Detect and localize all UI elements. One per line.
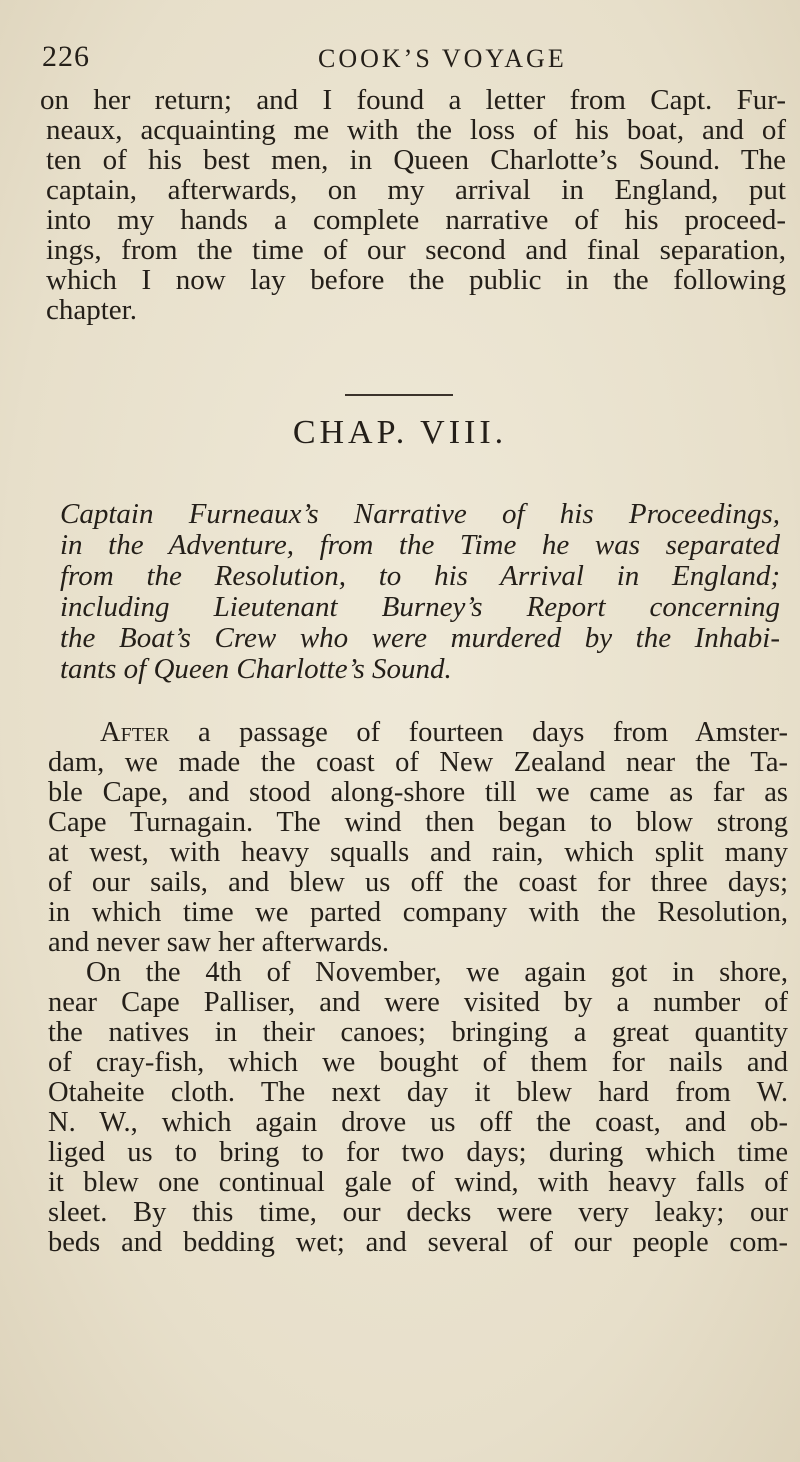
- text-line: captain, afterwards, on my arrival in England, put: [46, 174, 786, 206]
- summary-line: from the Resolution, to his Arrival in England;: [60, 560, 780, 592]
- text-line: chapter.: [46, 294, 137, 326]
- page-header: [42, 40, 762, 80]
- text-line: On the 4th of November, we again got in shore,: [86, 957, 788, 988]
- text-line: neaux, acquainting me with the loss of his boat, and of: [46, 114, 786, 146]
- text-fragment: a passage of fourteen days from Amster-: [169, 717, 788, 748]
- text-line: ble Cape, and stood along-shore till we came as far as: [48, 777, 788, 808]
- text-line: near Cape Palliser, and were visited by a number of: [48, 987, 788, 1018]
- text-line: which I now lay before the public in the following: [46, 264, 786, 296]
- text-line: [48, 718, 788, 747]
- text-line: into my hands a complete narrative of his proceed-: [46, 204, 786, 236]
- text-line: the natives in their canoes; bringing a great quantity: [48, 1017, 788, 1048]
- page-number: 226: [42, 40, 90, 73]
- text-line: on her return; and I found a letter from Capt. Fur-: [40, 84, 786, 116]
- summary-line: Captain Furneaux’s Narrative of his Proceedings,: [60, 498, 780, 530]
- intro-paragraph: [40, 84, 786, 326]
- summary-line: tants of Queen Charlotte’s Sound.: [60, 653, 452, 685]
- text-line: sleet. By this time, our decks were very leaky; our: [48, 1197, 788, 1228]
- summary-line: the Boat’s Crew who were murdered by the Inhabi-: [60, 622, 780, 654]
- text-line: it blew one continual gale of wind, with heavy falls of: [48, 1167, 788, 1198]
- text-line: of our sails, and blew us off the coast for three days;: [48, 867, 788, 898]
- text-line: ings, from the time of our second and final separation,: [46, 234, 786, 266]
- text-line: dam, we made the coast of New Zealand near the Ta-: [48, 747, 788, 778]
- text-line: at west, with heavy squalls and rain, which split many: [48, 837, 788, 868]
- chapter-title: CHAP. VIII.: [292, 414, 508, 451]
- body-paragraph: [48, 718, 788, 1257]
- text-line: N. W., which again drove us off the coast, and ob-: [48, 1107, 788, 1138]
- text-line: beds and bedding wet; and several of our people com-: [48, 1227, 788, 1258]
- opening-word: After: [100, 717, 170, 748]
- summary-line: in the Adventure, from the Time he was separated: [60, 529, 780, 561]
- text-line: and never saw her afterwards.: [48, 927, 390, 958]
- summary-line: including Lieutenant Burney’s Report concerning: [60, 591, 780, 623]
- text-line: in which time we parted company with the Resolution,: [48, 897, 788, 928]
- text-line: Otaheite cloth. The next day it blew hard from W.: [48, 1077, 788, 1108]
- text-line: liged us to bring to for two days; during which time: [48, 1137, 788, 1168]
- running-head: COOK’S VOYAGE: [318, 44, 567, 73]
- text-line: Cape Turnagain. The wind then began to blow strong: [48, 807, 788, 838]
- chapter-summary: [60, 500, 780, 684]
- text-line: of cray-fish, which we bought of them for nails and: [48, 1047, 788, 1078]
- text-line: ten of his best men, in Queen Charlotte’s Sound. The: [46, 144, 786, 176]
- section-rule: [345, 394, 453, 396]
